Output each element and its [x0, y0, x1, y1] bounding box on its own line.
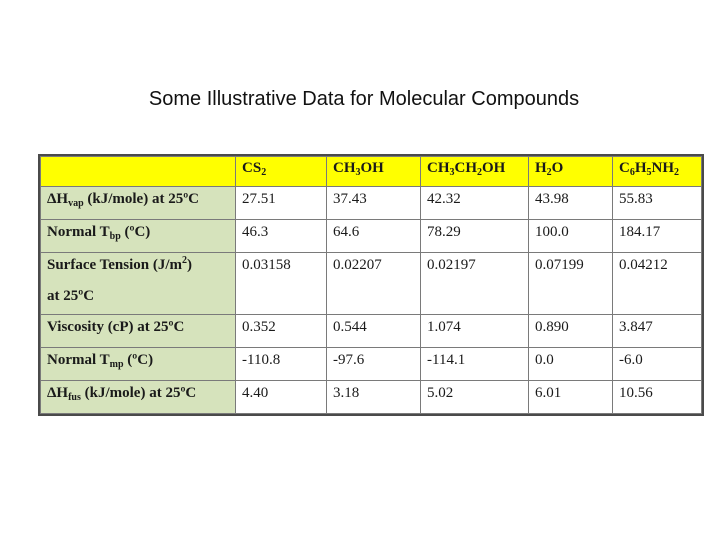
- column-header-aniline: $C_6H_5NH_2$: [613, 157, 702, 187]
- table-cell: 37.43: [327, 187, 421, 220]
- row-label: $\Delta H_{vap}$ (kJ/mole) at 25ºC: [41, 187, 236, 220]
- row-viscosity: [41, 315, 702, 348]
- corner-cell: [41, 157, 236, 187]
- header-row: [41, 157, 702, 187]
- row-heat-of-fusion: [41, 381, 702, 414]
- table-cell: 43.98: [529, 187, 613, 220]
- row-normal-melting-point: [41, 348, 702, 381]
- column-header-cs2: $CS_2$: [236, 157, 327, 187]
- slide-title: Some Illustrative Data for Molecular Compounds: [148, 88, 580, 110]
- row-normal-boiling-point: [41, 220, 702, 253]
- table-cell: -114.1: [421, 348, 529, 381]
- table-cell: 5.02: [421, 381, 529, 414]
- table-cell: 184.17: [613, 220, 702, 253]
- table-cell: 1.074: [421, 315, 529, 348]
- table-cell: -6.0: [613, 348, 702, 381]
- table-cell: 55.83: [613, 187, 702, 220]
- row-heat-of-vaporization: [41, 187, 702, 220]
- table-cell: 3.847: [613, 315, 702, 348]
- row-surface-tension: [41, 253, 702, 315]
- table-cell: 78.29: [421, 220, 529, 253]
- table-cell: 0.352: [236, 315, 327, 348]
- table-cell: -110.8: [236, 348, 327, 381]
- table-cell: 64.6: [327, 220, 421, 253]
- table-cell: 0.02197: [421, 253, 529, 315]
- table-cell: 3.18: [327, 381, 421, 414]
- table-cell: -97.6: [327, 348, 421, 381]
- table-cell: 0.02207: [327, 253, 421, 315]
- column-header-methanol: $CH_3OH$: [327, 157, 421, 187]
- table-cell: 0.07199: [529, 253, 613, 315]
- column-header-ethanol: $CH_3CH_2OH$: [421, 157, 529, 187]
- table-cell: 0.544: [327, 315, 421, 348]
- table-cell: 0.0: [529, 348, 613, 381]
- row-label: Normal $T_{bp}$ (ºC): [41, 220, 236, 253]
- table-cell: 4.40: [236, 381, 327, 414]
- row-label: $\Delta H_{fus}$ (kJ/mole) at 25ºC: [41, 381, 236, 414]
- row-label: Surface Tension $(J/m^2)$ at 25ºC: [41, 253, 236, 315]
- table-cell: 10.56: [613, 381, 702, 414]
- table-cell: 27.51: [236, 187, 327, 220]
- row-label-line2: at 25ºC: [47, 288, 95, 304]
- table-cell: 0.04212: [613, 253, 702, 315]
- column-header-water: $H_2O$: [529, 157, 613, 187]
- table-cell: 42.32: [421, 187, 529, 220]
- table-cell: 0.890: [529, 315, 613, 348]
- row-label: Normal $T_{mp}$ (ºC): [41, 348, 236, 381]
- data-table: [40, 156, 702, 414]
- data-table-frame: [38, 154, 704, 416]
- row-label: Viscosity (cP) at 25ºC: [41, 315, 236, 348]
- table-cell: 46.3: [236, 220, 327, 253]
- table-cell: 0.03158: [236, 253, 327, 315]
- table-cell: 100.0: [529, 220, 613, 253]
- table-cell: 6.01: [529, 381, 613, 414]
